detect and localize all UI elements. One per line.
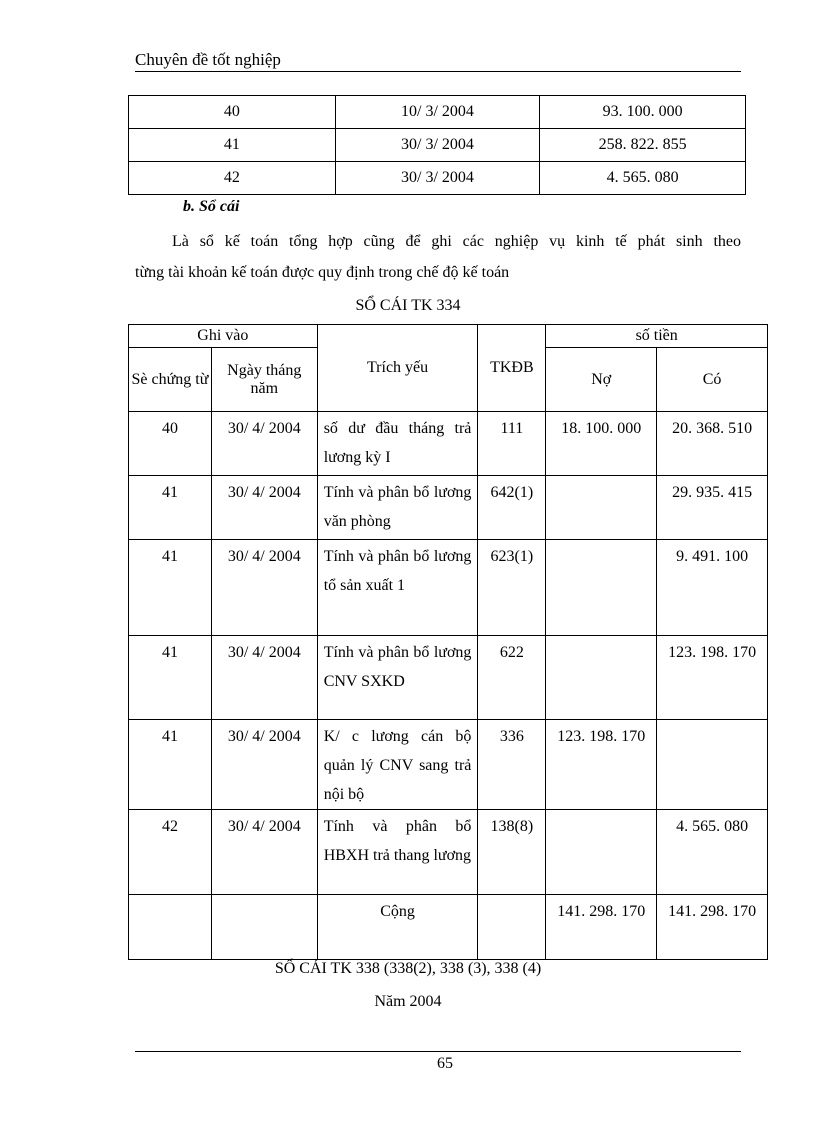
- voucher-date: 30/ 3/ 2004: [335, 129, 540, 162]
- so-chung-tu: 41: [129, 540, 212, 636]
- voucher-amount: 258. 822. 855: [540, 129, 746, 162]
- table-row: [129, 96, 746, 129]
- so-chung-tu: 41: [129, 720, 212, 810]
- so-chung-tu: 41: [129, 476, 212, 540]
- ngay: 30/ 4/ 2004: [211, 412, 317, 476]
- trich-yeu: K/ c lương cán bộ quản lý CNV sang trả nội bộ: [317, 720, 478, 810]
- ngay: 30/ 4/ 2004: [211, 636, 317, 720]
- tkdb: 138(8): [478, 810, 546, 895]
- no-amount: [546, 476, 657, 540]
- table-row: [129, 810, 768, 895]
- ledger-title: SỔ CÁI TK 334: [355, 297, 461, 314]
- ngay: 30/ 4/ 2004: [211, 810, 317, 895]
- receipt-table: [128, 95, 746, 195]
- paragraph-line: Là sổ kế toán tổng hợp cũng để ghi các nghiệp vụ kinh tế phát sinh theo: [172, 233, 741, 250]
- page-header-title: Chuyên đề tốt nghiệp: [135, 50, 281, 69]
- so-chung-tu: 40: [129, 412, 212, 476]
- trich-yeu: số dư đầu tháng trả lương kỳ I: [317, 412, 478, 476]
- voucher-number: 40: [129, 96, 336, 129]
- no-amount: 18. 100. 000: [546, 412, 657, 476]
- tkdb-header: TKĐB: [478, 325, 546, 412]
- co-amount: [657, 720, 768, 810]
- ngay-thang-nam-header: Ngày tháng năm: [211, 348, 317, 412]
- tkdb: 642(1): [478, 476, 546, 540]
- voucher-amount: 4. 565. 080: [540, 162, 746, 195]
- next-ledger-title: SỔ CÁI TK 338 (338(2), 338 (3), 338 (4): [274, 960, 542, 977]
- table-row: [129, 476, 768, 540]
- no-amount: [546, 540, 657, 636]
- so-chung-tu: 41: [129, 636, 212, 720]
- empty-cell: [211, 895, 317, 960]
- table-row: [129, 412, 768, 476]
- co-header: Có: [657, 348, 768, 412]
- trich-yeu: Tính và phân bổ lương CNV SXKD: [317, 636, 478, 720]
- co-amount: 9. 491. 100: [657, 540, 768, 636]
- paragraph-line: từng tài khoản kế toán được quy định trong chế độ kế toán: [135, 264, 510, 281]
- so-chung-tu: 42: [129, 810, 212, 895]
- voucher-amount: 93. 100. 000: [540, 96, 746, 129]
- co-amount: 4. 565. 080: [657, 810, 768, 895]
- tkdb: 622: [478, 636, 546, 720]
- so-chung-tu-header: Sè chứng từ: [129, 348, 212, 412]
- ledger-334-table: [128, 324, 768, 960]
- trich-yeu-header: Trích yếu: [317, 325, 478, 412]
- page-number: 65: [437, 1055, 453, 1072]
- empty-cell: [478, 895, 546, 960]
- tkdb: 111: [478, 412, 546, 476]
- voucher-number: 42: [129, 162, 336, 195]
- no-amount: [546, 810, 657, 895]
- table-row: [129, 162, 746, 195]
- no-amount: [546, 636, 657, 720]
- section-paragraph: [135, 226, 741, 288]
- voucher-date: 30/ 3/ 2004: [335, 162, 540, 195]
- voucher-date: 10/ 3/ 2004: [335, 96, 540, 129]
- trich-yeu: Tính và phân bổ lương tổ sản xuất 1: [317, 540, 478, 636]
- total-row: [129, 895, 768, 960]
- table-row: [129, 540, 768, 636]
- total-label: Cộng: [317, 895, 478, 960]
- ngay: 30/ 4/ 2004: [211, 720, 317, 810]
- table-row: [129, 720, 768, 810]
- voucher-number: 41: [129, 129, 336, 162]
- section-heading: b. Sổ cái: [183, 198, 240, 215]
- trich-yeu: Tính và phân bổ HBXH trả thang lương: [317, 810, 478, 895]
- so-tien-header: số tiền: [546, 325, 768, 348]
- co-amount: 29. 935. 415: [657, 476, 768, 540]
- trich-yeu: Tính và phân bổ lương văn phòng: [317, 476, 478, 540]
- table-row: [129, 636, 768, 720]
- ngay: 30/ 4/ 2004: [211, 540, 317, 636]
- header-row: [129, 325, 768, 348]
- total-no: 141. 298. 170: [546, 895, 657, 960]
- no-header: Nợ: [546, 348, 657, 412]
- footer-rule: [135, 1051, 741, 1052]
- no-amount: 123. 198. 170: [546, 720, 657, 810]
- ghi-vao-header: Ghi vào: [129, 325, 318, 348]
- next-ledger-year: Năm 2004: [374, 993, 442, 1010]
- ngay: 30/ 4/ 2004: [211, 476, 317, 540]
- empty-cell: [129, 895, 212, 960]
- tkdb: 336: [478, 720, 546, 810]
- table-row: [129, 129, 746, 162]
- tkdb: 623(1): [478, 540, 546, 636]
- header-rule: [135, 71, 741, 72]
- co-amount: 20. 368. 510: [657, 412, 768, 476]
- co-amount: 123. 198. 170: [657, 636, 768, 720]
- total-co: 141. 298. 170: [657, 895, 768, 960]
